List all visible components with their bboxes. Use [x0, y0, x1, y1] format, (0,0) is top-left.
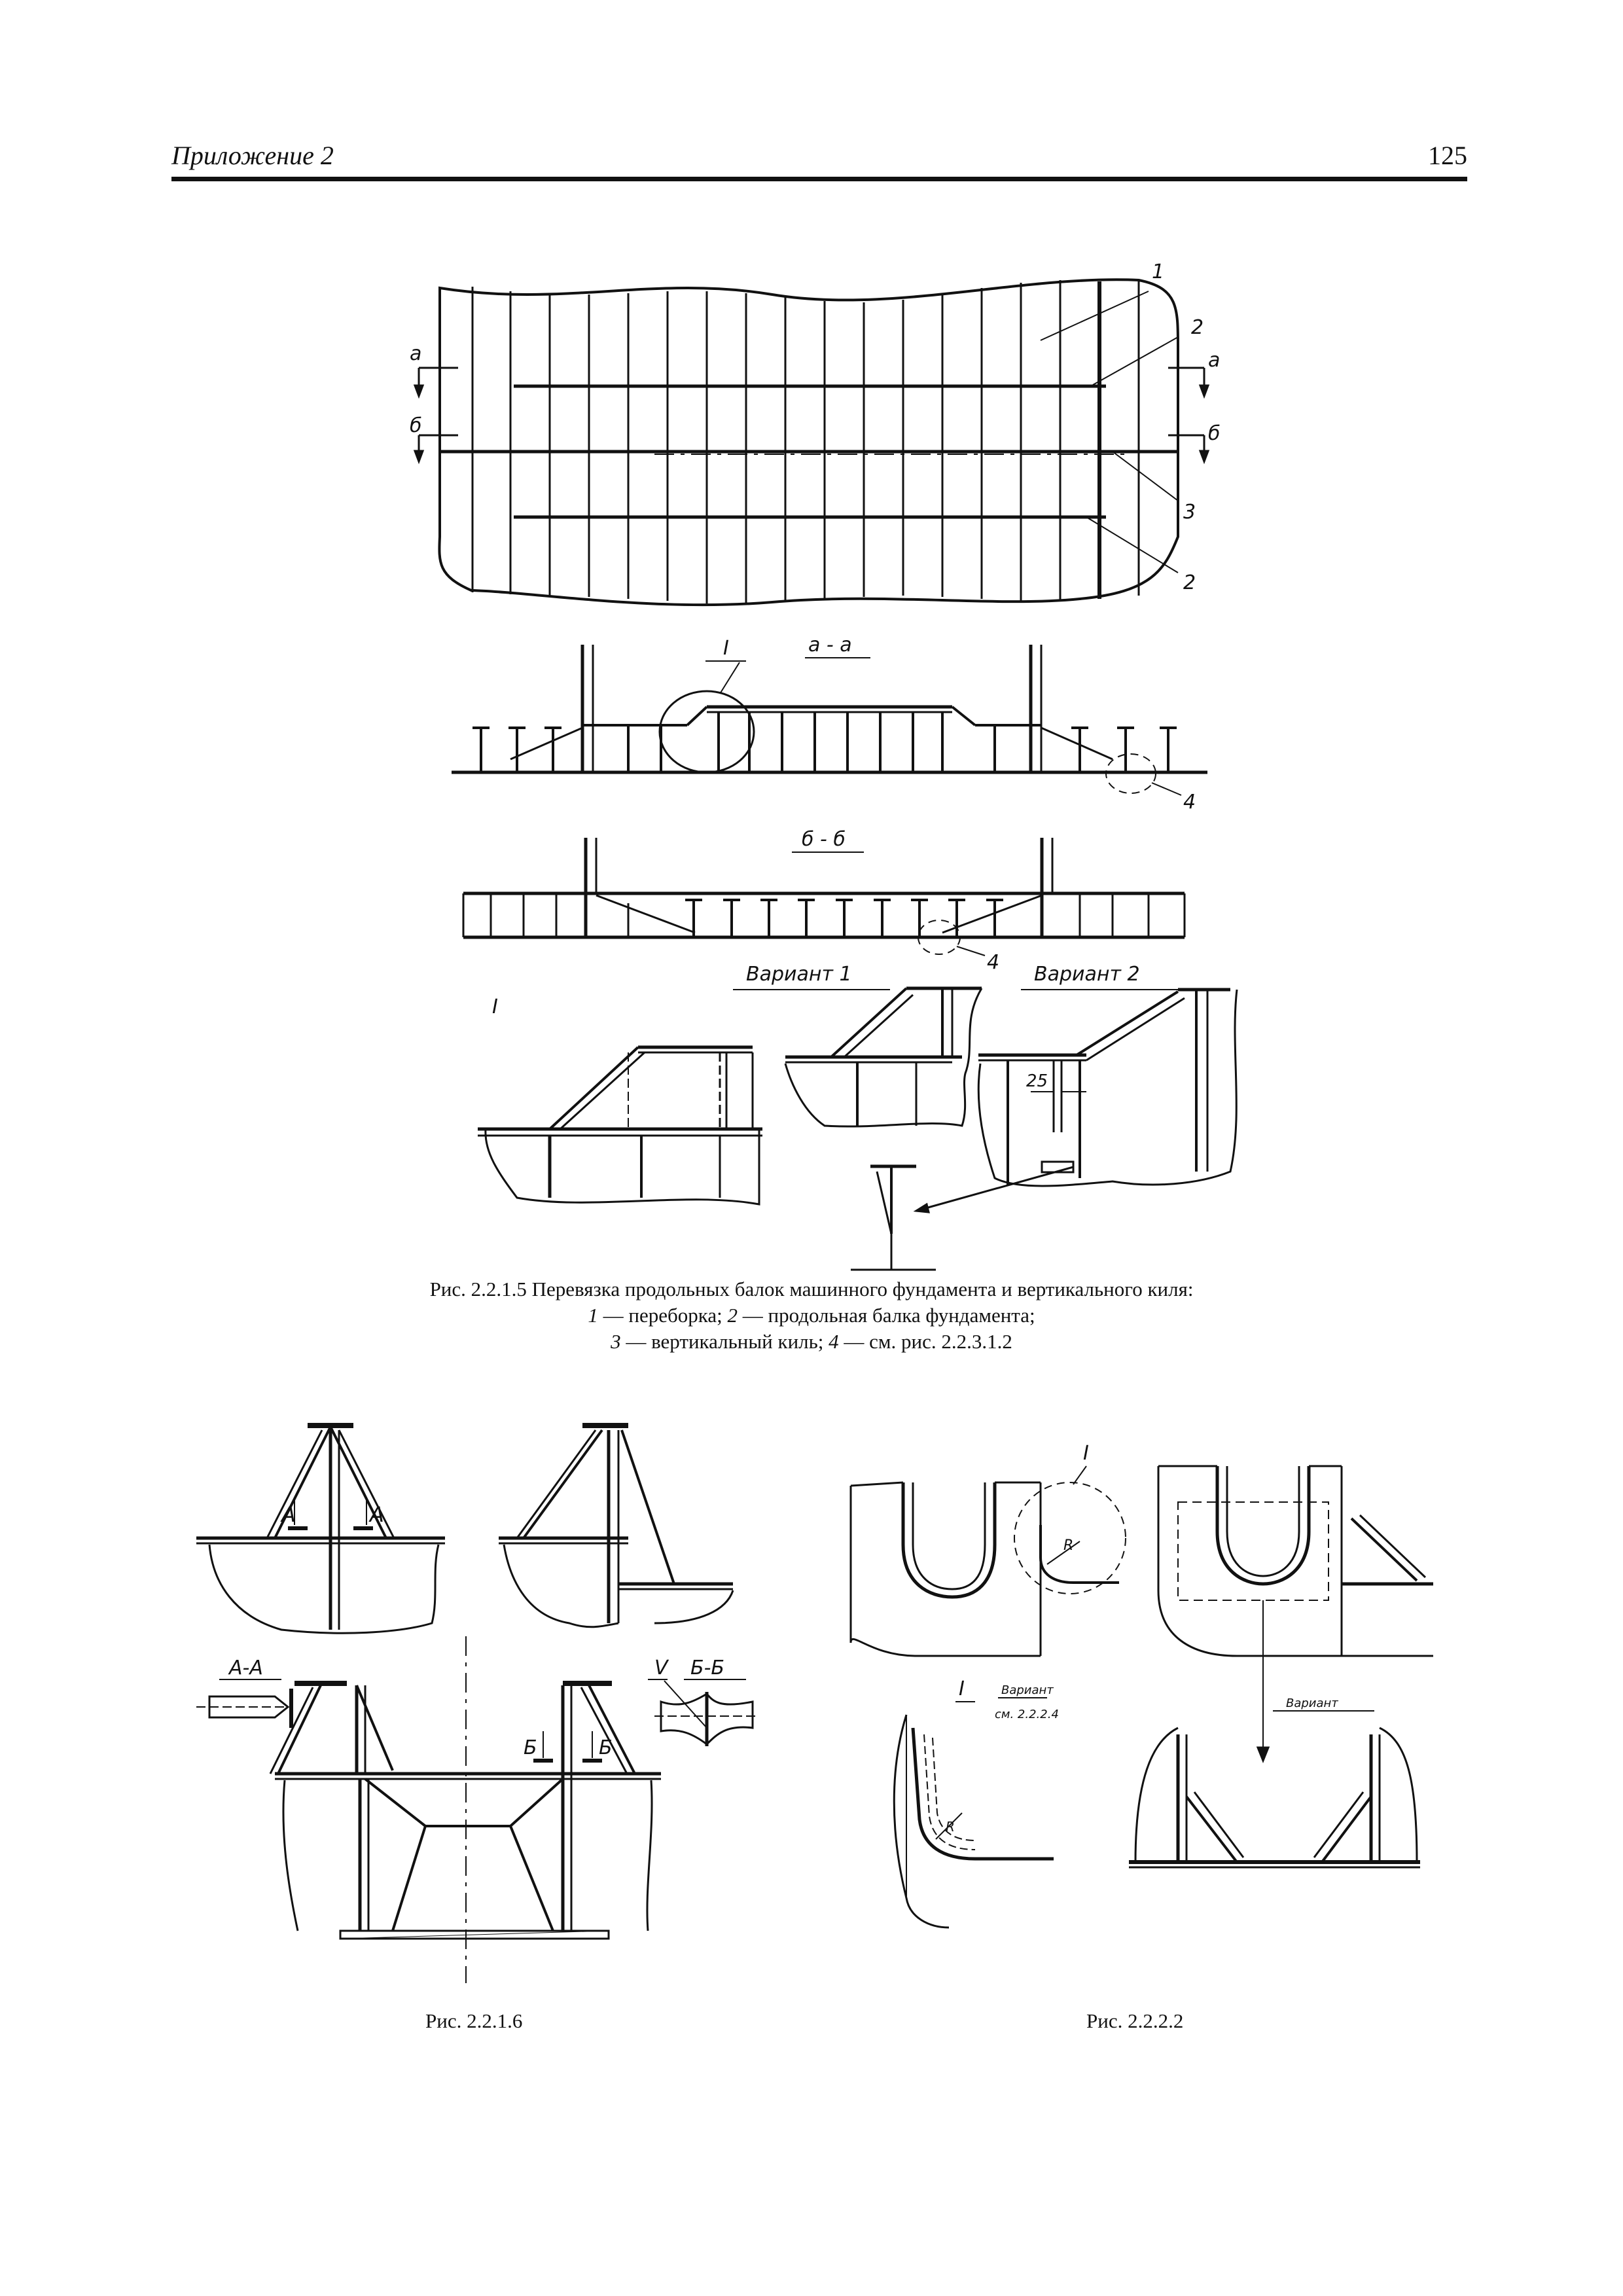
variant-b-label: Вариант — [1286, 1696, 1338, 1710]
variant-a-label: Вариант — [1001, 1683, 1054, 1697]
callout-3: 3 — [1183, 501, 1196, 524]
caption-2215-n2: 2 — [727, 1304, 738, 1327]
dimension-25: 25 — [1026, 1071, 1048, 1091]
mark-B-1: Б — [524, 1736, 537, 1759]
caption-fig-2215 — [327, 1276, 1296, 1355]
callout-2-top: 2 — [1191, 316, 1204, 339]
caption-2215-t4: — см. рис. 2.2.3.1.2 — [838, 1330, 1012, 1353]
mark-A-1: А — [281, 1502, 296, 1527]
section-bb-view — [463, 828, 1185, 956]
caption-2215-n3: 3 — [611, 1330, 621, 1353]
page-number: 125 — [1428, 141, 1467, 170]
plan-view — [415, 279, 1208, 605]
caption-2215-t2: — продольная балка фундамента; — [738, 1304, 1035, 1327]
variant-2-view — [851, 963, 1237, 1270]
caption-2215-n4: 4 — [829, 1330, 839, 1353]
detail-I-label: I — [492, 996, 498, 1018]
caption-2215-line1: Рис. 2.2.1.5 Перевязка продольных балок машинного фундамента и вертикального киля: — [429, 1278, 1194, 1300]
variant-1-label: Вариант 1 — [746, 963, 852, 986]
callout-1: 1 — [1152, 260, 1165, 283]
callout-4-bb: 4 — [987, 951, 1000, 974]
caption-fig-2216: Рис. 2.2.1.6 — [425, 2009, 523, 2032]
mark-A-2: А — [370, 1502, 384, 1527]
caption-2215-t3: — вертикальный киль; — [620, 1330, 829, 1353]
fig-2222-view — [851, 1442, 1433, 1928]
caption-2215-n1: 1 — [588, 1304, 598, 1327]
running-head-title: Приложение 2 — [171, 141, 334, 170]
caption-2215-line2 — [327, 1302, 1296, 1329]
radius-label-2: R — [946, 1819, 955, 1835]
section-aa-label: а - а — [808, 634, 852, 656]
section-aa-view — [452, 634, 1207, 795]
detail-I-view — [478, 996, 762, 1204]
variant-2-label: Вариант 2 — [1034, 963, 1140, 986]
detail-V-label: V — [654, 1657, 668, 1679]
detail-mark-I: I — [723, 637, 729, 660]
fig-2216-view — [196, 1426, 759, 1983]
detail-I-label-2222: I — [959, 1677, 965, 1700]
radius-label-1: R — [1063, 1537, 1074, 1554]
caption-fig-2222: Рис. 2.2.2.2 — [1086, 2009, 1184, 2032]
section-BB-label: Б-Б — [690, 1657, 724, 1679]
section-mark-b-left: б — [410, 414, 422, 437]
variant-1-view — [733, 963, 982, 1126]
section-mark-a-right: а — [1208, 349, 1221, 372]
detail-mark-I-2222: I — [1083, 1442, 1089, 1465]
callout-4-aa: 4 — [1183, 791, 1196, 814]
section-bb-label: б - б — [802, 828, 846, 851]
variant-a-ref: см. 2.2.2.4 — [995, 1708, 1059, 1721]
section-mark-b-right: б — [1208, 422, 1221, 445]
section-AA-label: А-А — [229, 1657, 263, 1679]
caption-2215-line3 — [327, 1329, 1296, 1355]
caption-2215-t1: — переборка; — [597, 1304, 728, 1327]
mark-B-2: Б — [599, 1736, 613, 1759]
section-mark-a-left: а — [410, 342, 422, 365]
callout-2-bottom: 2 — [1183, 571, 1196, 594]
